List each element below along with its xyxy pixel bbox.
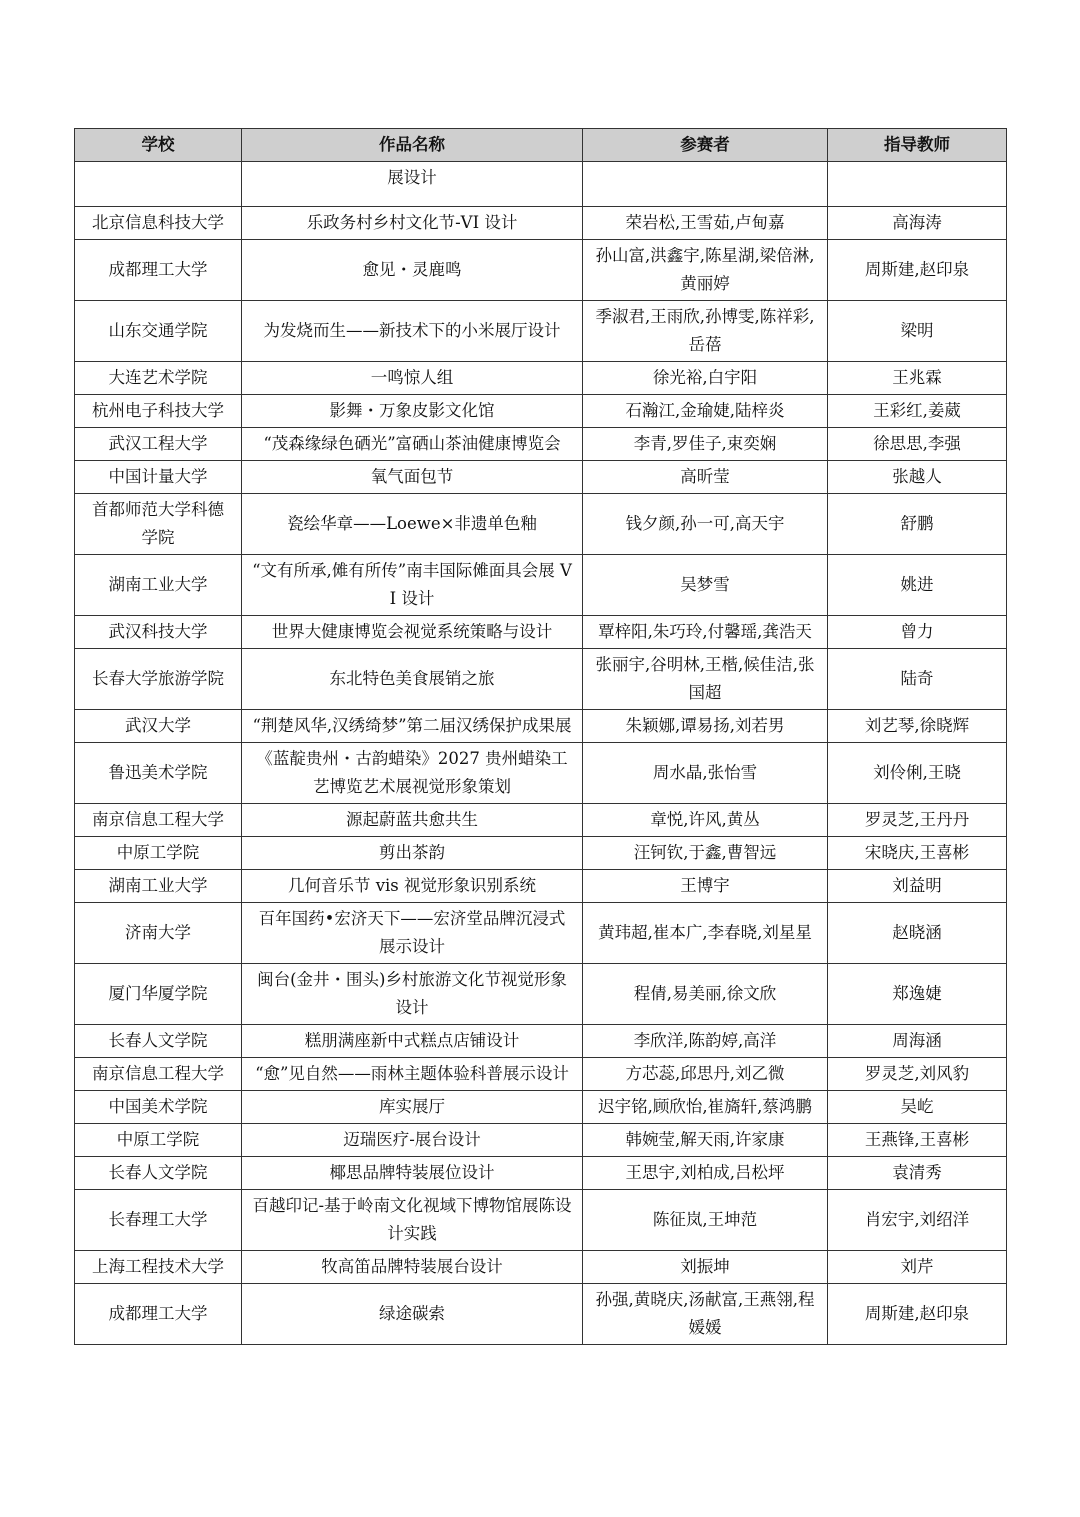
work-title-cell: 乐政务村乡村文化节-VI 设计 bbox=[242, 207, 583, 240]
advisor-cell: 姚进 bbox=[828, 555, 1007, 616]
school-cell: 长春大学旅游学院 bbox=[75, 649, 242, 710]
work-title-cell: 《蓝靛贵州・古韵蜡染》2027 贵州蜡染工艺博览艺术展视觉形象策划 bbox=[242, 743, 583, 804]
school-cell: 济南大学 bbox=[75, 903, 242, 964]
header-school: 学校 bbox=[75, 129, 242, 162]
work-title-cell: 闽台(金井・围头)乡村旅游文化节视觉形象设计 bbox=[242, 964, 583, 1025]
participants-cell bbox=[583, 162, 828, 207]
header-participants: 参赛者 bbox=[583, 129, 828, 162]
participants-cell: 覃梓阳,朱巧玲,付馨瑶,龚浩天 bbox=[583, 616, 828, 649]
table-row bbox=[75, 1284, 1007, 1345]
advisor-cell: 吴屹 bbox=[828, 1091, 1007, 1124]
advisor-cell: 罗灵芝,王丹丹 bbox=[828, 804, 1007, 837]
advisor-cell: 袁清秀 bbox=[828, 1157, 1007, 1190]
header-work-title: 作品名称 bbox=[242, 129, 583, 162]
advisor-cell bbox=[828, 162, 1007, 207]
advisor-cell: 曾力 bbox=[828, 616, 1007, 649]
work-title-cell: 世界大健康博览会视觉系统策略与设计 bbox=[242, 616, 583, 649]
school-cell: 北京信息科技大学 bbox=[75, 207, 242, 240]
advisor-cell: 周斯建,赵印泉 bbox=[828, 1284, 1007, 1345]
school-cell: 南京信息工程大学 bbox=[75, 1058, 242, 1091]
table-row bbox=[75, 428, 1007, 461]
table-row bbox=[75, 301, 1007, 362]
participants-cell: 刘振坤 bbox=[583, 1251, 828, 1284]
advisor-cell: 刘伶俐,王晓 bbox=[828, 743, 1007, 804]
school-cell: 武汉工程大学 bbox=[75, 428, 242, 461]
school-cell: 长春理工大学 bbox=[75, 1190, 242, 1251]
table-row bbox=[75, 494, 1007, 555]
participants-cell: 李青,罗佳子,束奕娴 bbox=[583, 428, 828, 461]
advisor-cell: 高海涛 bbox=[828, 207, 1007, 240]
school-cell: 杭州电子科技大学 bbox=[75, 395, 242, 428]
work-title-cell: 展设计 bbox=[242, 162, 583, 207]
advisor-cell: 王燕锋,王喜彬 bbox=[828, 1124, 1007, 1157]
table-row bbox=[75, 1157, 1007, 1190]
participants-cell: 徐光裕,白宇阳 bbox=[583, 362, 828, 395]
table-row bbox=[75, 1190, 1007, 1251]
advisor-cell: 周海涵 bbox=[828, 1025, 1007, 1058]
school-cell: 大连艺术学院 bbox=[75, 362, 242, 395]
table-body bbox=[75, 162, 1007, 1345]
participants-cell: 王博宇 bbox=[583, 870, 828, 903]
participants-cell: 迟宇铭,顾欣怡,崔旖轩,蔡鸿鹏 bbox=[583, 1091, 828, 1124]
participants-cell: 黄玮超,崔本广,李春晓,刘星星 bbox=[583, 903, 828, 964]
work-title-cell: 库实展厅 bbox=[242, 1091, 583, 1124]
school-cell: 成都理工大学 bbox=[75, 1284, 242, 1345]
participants-cell: 荣岩松,王雪茹,卢甸嘉 bbox=[583, 207, 828, 240]
participants-cell: 吴梦雪 bbox=[583, 555, 828, 616]
table-row bbox=[75, 395, 1007, 428]
school-cell: 上海工程技术大学 bbox=[75, 1251, 242, 1284]
participants-cell: 周水晶,张怡雪 bbox=[583, 743, 828, 804]
work-title-cell: 牧高笛品牌特装展台设计 bbox=[242, 1251, 583, 1284]
school-cell: 中国美术学院 bbox=[75, 1091, 242, 1124]
table-row bbox=[75, 743, 1007, 804]
work-title-cell: 剪出茶韵 bbox=[242, 837, 583, 870]
work-title-cell: 百越印记-基于岭南文化视域下博物馆展陈设计实践 bbox=[242, 1190, 583, 1251]
award-table-container bbox=[74, 128, 1006, 1345]
table-row bbox=[75, 240, 1007, 301]
work-title-cell: 氧气面包节 bbox=[242, 461, 583, 494]
school-cell: 首都师范大学科德学院 bbox=[75, 494, 242, 555]
advisor-cell: 梁明 bbox=[828, 301, 1007, 362]
table-row bbox=[75, 964, 1007, 1025]
participants-cell: 方芯蕊,邱思丹,刘乙微 bbox=[583, 1058, 828, 1091]
advisor-cell: 宋晓庆,王喜彬 bbox=[828, 837, 1007, 870]
work-title-cell: 瓷绘华章——Loewe×非遗单色釉 bbox=[242, 494, 583, 555]
participants-cell: 石瀚江,金瑜婕,陆梓炎 bbox=[583, 395, 828, 428]
school-cell: 中原工学院 bbox=[75, 1124, 242, 1157]
advisor-cell: 周斯建,赵印泉 bbox=[828, 240, 1007, 301]
work-title-cell: “文有所承,傩有所传”南丰国际傩面具会展 VI 设计 bbox=[242, 555, 583, 616]
school-cell: 中原工学院 bbox=[75, 837, 242, 870]
table-row bbox=[75, 649, 1007, 710]
participants-cell: 章悦,许风,黄丛 bbox=[583, 804, 828, 837]
advisor-cell: 舒鹏 bbox=[828, 494, 1007, 555]
participants-cell: 高昕莹 bbox=[583, 461, 828, 494]
work-title-cell: 影舞・万象皮影文化馆 bbox=[242, 395, 583, 428]
advisor-cell: 徐思思,李强 bbox=[828, 428, 1007, 461]
table-row bbox=[75, 804, 1007, 837]
table-row bbox=[75, 870, 1007, 903]
school-cell: 南京信息工程大学 bbox=[75, 804, 242, 837]
table-row bbox=[75, 1058, 1007, 1091]
work-title-cell: 源起蔚蓝共愈共生 bbox=[242, 804, 583, 837]
work-title-cell: 迈瑞医疗-展台设计 bbox=[242, 1124, 583, 1157]
table-row bbox=[75, 1025, 1007, 1058]
advisor-cell: 王兆霖 bbox=[828, 362, 1007, 395]
work-title-cell: 百年国药•宏济天下——宏济堂品牌沉浸式展示设计 bbox=[242, 903, 583, 964]
school-cell: 厦门华厦学院 bbox=[75, 964, 242, 1025]
school-cell: 长春人文学院 bbox=[75, 1157, 242, 1190]
award-table bbox=[74, 128, 1007, 1345]
table-row bbox=[75, 1091, 1007, 1124]
advisor-cell: 赵晓涵 bbox=[828, 903, 1007, 964]
participants-cell: 朱颖娜,谭易扬,刘若男 bbox=[583, 710, 828, 743]
school-cell: 中国计量大学 bbox=[75, 461, 242, 494]
table-row bbox=[75, 207, 1007, 240]
work-title-cell: 愈见・灵鹿鸣 bbox=[242, 240, 583, 301]
table-row bbox=[75, 837, 1007, 870]
participants-cell: 陈征岚,王坤范 bbox=[583, 1190, 828, 1251]
school-cell: 武汉大学 bbox=[75, 710, 242, 743]
work-title-cell: “愈”见自然——雨林主题体验科普展示设计 bbox=[242, 1058, 583, 1091]
table-row bbox=[75, 461, 1007, 494]
advisor-cell: 肖宏宇,刘绍洋 bbox=[828, 1190, 1007, 1251]
header-advisor: 指导教师 bbox=[828, 129, 1007, 162]
advisor-cell: 王彩红,姜葳 bbox=[828, 395, 1007, 428]
table-row bbox=[75, 903, 1007, 964]
participants-cell: 程倩,易美丽,徐文欣 bbox=[583, 964, 828, 1025]
table-row bbox=[75, 616, 1007, 649]
school-cell: 武汉科技大学 bbox=[75, 616, 242, 649]
table-row bbox=[75, 555, 1007, 616]
table-row bbox=[75, 1251, 1007, 1284]
work-title-cell: 东北特色美食展销之旅 bbox=[242, 649, 583, 710]
work-title-cell: 为发烧而生——新技术下的小米展厅设计 bbox=[242, 301, 583, 362]
table-header bbox=[75, 129, 1007, 162]
participants-cell: 汪钶钦,于鑫,曹智远 bbox=[583, 837, 828, 870]
participants-cell: 孙山富,洪鑫宇,陈星湖,梁倍淋,黄丽婷 bbox=[583, 240, 828, 301]
work-title-cell: “荆楚风华,汉绣绮梦”第二届汉绣保护成果展 bbox=[242, 710, 583, 743]
work-title-cell: “茂森缘绿色硒光”富硒山茶油健康博览会 bbox=[242, 428, 583, 461]
participants-cell: 孙强,黄晓庆,汤献富,王燕翎,程媛媛 bbox=[583, 1284, 828, 1345]
table-row bbox=[75, 162, 1007, 207]
participants-cell: 季淑君,王雨欣,孙博雯,陈祥彩,岳蓓 bbox=[583, 301, 828, 362]
work-title-cell: 一鸣惊人组 bbox=[242, 362, 583, 395]
advisor-cell: 张越人 bbox=[828, 461, 1007, 494]
work-title-cell: 椰思品牌特装展位设计 bbox=[242, 1157, 583, 1190]
advisor-cell: 刘芹 bbox=[828, 1251, 1007, 1284]
table-row bbox=[75, 710, 1007, 743]
school-cell: 成都理工大学 bbox=[75, 240, 242, 301]
school-cell: 湖南工业大学 bbox=[75, 555, 242, 616]
participants-cell: 张丽宇,谷明林,王楷,候佳洁,张国超 bbox=[583, 649, 828, 710]
table-row bbox=[75, 362, 1007, 395]
participants-cell: 王思宇,刘柏成,吕松坪 bbox=[583, 1157, 828, 1190]
advisor-cell: 刘益明 bbox=[828, 870, 1007, 903]
advisor-cell: 郑逸婕 bbox=[828, 964, 1007, 1025]
work-title-cell: 糕朋满座新中式糕点店铺设计 bbox=[242, 1025, 583, 1058]
school-cell bbox=[75, 162, 242, 207]
school-cell: 山东交通学院 bbox=[75, 301, 242, 362]
work-title-cell: 绿途碳索 bbox=[242, 1284, 583, 1345]
table-row bbox=[75, 1124, 1007, 1157]
school-cell: 长春人文学院 bbox=[75, 1025, 242, 1058]
work-title-cell: 几何音乐节 vis 视觉形象识别系统 bbox=[242, 870, 583, 903]
advisor-cell: 刘艺琴,徐晓辉 bbox=[828, 710, 1007, 743]
participants-cell: 钱夕颜,孙一可,高天宇 bbox=[583, 494, 828, 555]
school-cell: 湖南工业大学 bbox=[75, 870, 242, 903]
participants-cell: 李欣洋,陈韵婷,高洋 bbox=[583, 1025, 828, 1058]
advisor-cell: 陆奇 bbox=[828, 649, 1007, 710]
advisor-cell: 罗灵芝,刘风豹 bbox=[828, 1058, 1007, 1091]
school-cell: 鲁迅美术学院 bbox=[75, 743, 242, 804]
header-row bbox=[75, 129, 1007, 162]
participants-cell: 韩婉莹,解天雨,许家康 bbox=[583, 1124, 828, 1157]
